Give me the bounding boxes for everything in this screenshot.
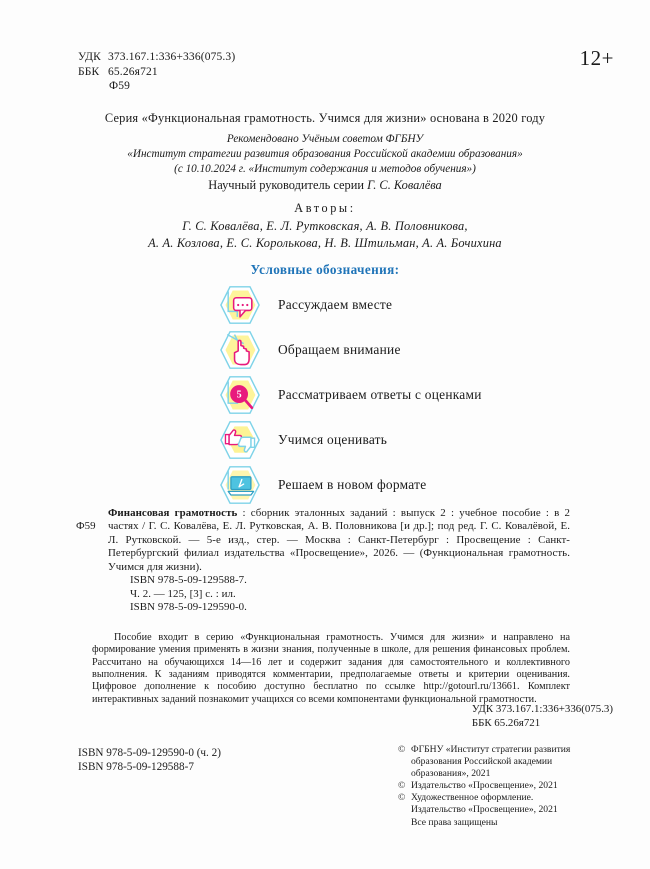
authors-line-2: А. А. Козлова, Е. С. Королькова, Н. В. Штильман, А. А. Бочихина xyxy=(148,236,502,250)
shelf-code: Ф59 xyxy=(109,80,131,92)
scientific-director-prefix: Научный руководитель серии xyxy=(208,178,365,192)
bibliographic-description xyxy=(76,507,570,615)
isbn-block xyxy=(78,746,221,774)
copyright-mark-icon: © xyxy=(398,792,406,804)
biblio-title: Финансовая грамотность xyxy=(108,507,238,519)
series-line: Серия «Функциональная грамотность. Учимся для жизни» основана в 2020 году xyxy=(104,111,546,125)
legend-heading: Условные обозначения: xyxy=(250,262,400,277)
scientific-director-line xyxy=(0,178,650,193)
pointing-hand-icon xyxy=(220,329,260,371)
copyright-entry xyxy=(398,744,648,756)
annotation-text: Пособие входит в серию «Функциональная грамотность. Учимся для жизни» и направлено на формирование умения применять в жизни знания, полученные в школе, для решения финансовых проблем. Рассчитано на обучающихся 14—16 лет и содержит задания для самостоятельного и коллективного выполнения. К заданиям приводятся комментарии, предполагаемые ответы и критерии оценивания. Цифровое дополнение к пособию доступно бесплатно по ссылке http://gotourl.ru/13661. Комплект интерактивных заданий познакомит учащихся со всеми компонентами функциональной грамотности. xyxy=(92,632,570,705)
copyright-entry-line: Художественное оформление. xyxy=(411,792,534,804)
biblio-isbn-set: ISBN 978-5-09-129588-7. xyxy=(130,574,247,587)
legend-item xyxy=(220,417,620,462)
recommendation-line-2: «Институт стратегии развития образования Российской академии образования» xyxy=(127,148,523,161)
legend-list xyxy=(220,282,620,507)
legend-item xyxy=(220,327,620,372)
legend-item xyxy=(220,462,620,507)
magnifier-grade-icon xyxy=(220,374,260,416)
copyright-mark-icon: © xyxy=(398,780,406,792)
copyright-entry xyxy=(398,792,648,804)
biblio-isbn-part: ISBN 978-5-09-129590-0. xyxy=(130,601,247,614)
speech-bubble-icon xyxy=(220,284,260,326)
udk-row xyxy=(78,50,235,65)
copyright-mark-icon: © xyxy=(398,744,406,755)
biblio-body: : сборник эталонных заданий : выпуск 2 : учебное пособие : в 2 частях / Г. С. Ковалёва, Е. Л. Рутковская, А. В. Половникова [и др.]; под ред. Г. С. Ковалёвой, Е. Л. Рутковской. — 5-е изд., стер. — Москва : Санкт-Петербург : Просвещение : Санкт-Петербургский филиал издательства «Просвещение», 2026. — (Функциональная грамотность. Учимся для жизни). xyxy=(108,507,570,573)
authors-heading: Авторы: xyxy=(294,201,356,215)
legend-item xyxy=(220,282,620,327)
bbk-label: ББК xyxy=(78,65,100,78)
legend-item xyxy=(220,372,620,417)
bbk-row xyxy=(78,65,235,80)
udk-value: 373.167.1:336+336(075.3) xyxy=(108,51,236,63)
biblio-hanging-code: Ф59 xyxy=(76,520,96,533)
scientific-director-name: Г. С. Ковалёва xyxy=(367,178,442,192)
udk-label: УДК xyxy=(78,51,101,63)
legend-item-label: Решаем в новом формате xyxy=(278,476,427,492)
copyright-entry-line: Издательство «Просвещение», 2021 xyxy=(411,780,558,792)
classification-codes xyxy=(78,50,235,94)
isbn-full-set: ISBN 978-5-09-129588-7 xyxy=(78,761,194,773)
legend-item-label: Рассуждаем вместе xyxy=(278,296,393,312)
authors-line-1: Г. С. Ковалёва, Е. Л. Рутковская, А. В. Половникова, xyxy=(182,219,468,233)
isbn-part-2: ISBN 978-5-09-129590-0 (ч. 2) xyxy=(78,747,221,759)
copyright-rights-line: Все права защищены xyxy=(411,816,498,828)
biblio-part-line: Ч. 2. — 125, [3] с. : ил. xyxy=(130,587,236,600)
recommendation-line-1: Рекомендовано Учёным советом ФГБНУ xyxy=(226,133,424,145)
copyright-entry-line: ФГБНУ «Институт стратегии развития xyxy=(411,744,571,755)
legend-item-label: Обращаем внимание xyxy=(278,341,401,357)
thumbs-up-down-icon xyxy=(220,419,260,461)
copyright-entry xyxy=(398,780,648,792)
copyright-entry-line: образования Российской академии xyxy=(411,756,553,768)
copyright-entry-line: образования», 2021 xyxy=(411,768,491,780)
laptop-icon xyxy=(220,464,260,506)
copyright-entry-line: Издательство «Просвещение», 2021 xyxy=(411,804,558,816)
bbk-bottom-value: ББК 65.26я721 xyxy=(471,716,541,729)
age-rating-badge: 12+ xyxy=(579,46,614,70)
svg-text:5: 5 xyxy=(236,389,242,401)
udk-bottom-value: УДК 373.167.1:336+336(075.3) xyxy=(471,703,613,715)
recommendation-block xyxy=(0,132,650,178)
legend-item-label: Рассматриваем ответы с оценками xyxy=(278,386,482,402)
recommendation-line-3: (с 10.10.2024 г. «Институт содержания и методов обучения») xyxy=(174,163,476,176)
classification-codes-bottom xyxy=(472,703,613,730)
bbk-value: 65.26я721 xyxy=(108,65,158,78)
legend-item-label: Учимся оценивать xyxy=(278,431,388,447)
copyright-block xyxy=(398,744,648,829)
